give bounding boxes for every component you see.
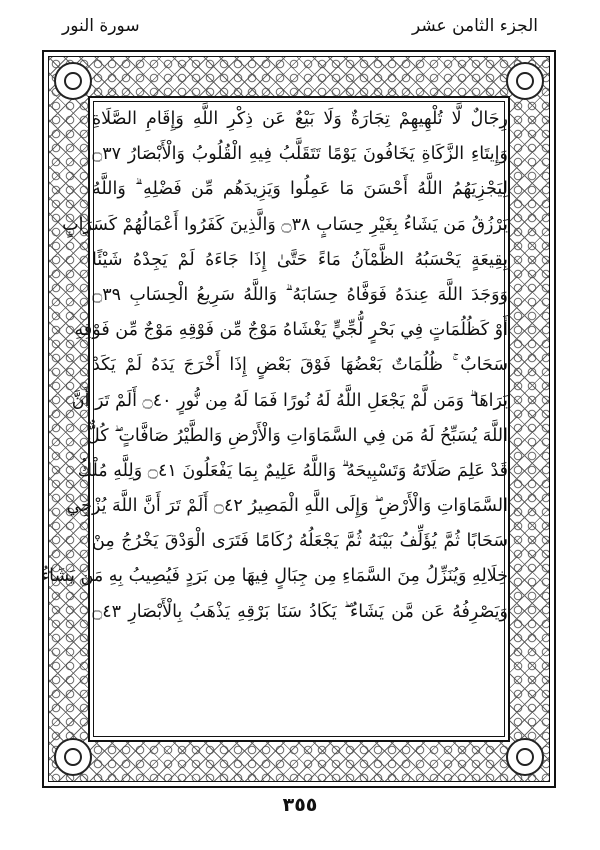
page-number: ٣٥٥ — [282, 794, 318, 816]
text-line: بِقِيعَةٍ يَحْسَبُهُ الظَّمْآنُ مَاءً حَتَّىٰ إِذَا جَاءَهُ لَمْ يَجِدْهُ شَيْئًا — [92, 249, 508, 270]
corner-ornament-icon — [54, 62, 92, 100]
juz-title: الجزء الثامن عشر — [411, 16, 538, 36]
corner-ornament-icon — [506, 62, 544, 100]
corner-ornament-icon — [506, 738, 544, 776]
text-line: اللَّهَ يُسَبِّحُ لَهُ مَن فِي السَّمَاوَاتِ وَالْأَرْضِ وَالطَّيْرُ صَافَّاتٍ ۖ كُلٌّ — [86, 425, 508, 446]
corner-ornament-icon — [54, 738, 92, 776]
text-line: سَحَابٌ ۚ ظُلُمَاتٌ بَعْضُهَا فَوْقَ بَعْضٍ إِذَا أَخْرَجَ يَدَهُ لَمْ يَكَدْ — [92, 355, 508, 376]
text-line: يَرْزُقُ مَن يَشَاءُ بِغَيْرِ حِسَابٍ ۝٣٨ وَالَّذِينَ كَفَرُوا أَعْمَالُهُمْ كَسَرَابٍ — [62, 214, 508, 235]
text-line: قَدْ عَلِمَ صَلَاتَهُ وَتَسْبِيحَهُ ۗ وَاللَّهُ عَلِيمٌ بِمَا يَفْعَلُونَ ۝٤١ وَلِلَّهِ مُلْكُ — [77, 460, 508, 481]
text-line: رِجَالٌ لَّا تُلْهِيهِمْ تِجَارَةٌ وَلَا بَيْعٌ عَن ذِكْرِ اللَّهِ وَإِقَامِ الصَّلَاةِ — [92, 109, 508, 129]
text-line: السَّمَاوَاتِ وَالْأَرْضِ ۖ وَإِلَى اللَّهِ الْمَصِيرُ ۝٤٢ أَلَمْ تَرَ أَنَّ اللَّهَ يُزْجِي — [66, 496, 508, 517]
text-line: سَحَابًا ثُمَّ يُؤَلِّفُ بَيْنَهُ ثُمَّ يَجْعَلُهُ رُكَامًا فَتَرَى الْوَدْقَ يَخْرُجُ مِنْ — [92, 531, 508, 552]
text-line: يَرَاهَا ۗ وَمَن لَّمْ يَجْعَلِ اللَّهُ لَهُ نُورًا فَمَا لَهُ مِن نُّورٍ ۝٤٠ أَلَمْ تَرَ أَنَّ — [71, 390, 508, 411]
text-line: وَإِيتَاءِ الزَّكَاةِ يَخَافُونَ يَوْمًا تَتَقَلَّبُ فِيهِ الْقُلُوبُ وَالْأَبْصَارُ ۝٣٧ — [92, 144, 508, 165]
verse-text-block — [40, 102, 508, 736]
text-line: أَوْ كَظُلُمَاتٍ فِي بَحْرٍ لُّجِّيٍّ يَغْشَاهُ مَوْجٌ مِّن فَوْقِهِ مَوْجٌ مِّن فَوْقِهِ — [74, 320, 508, 341]
text-line: وَوَجَدَ اللَّهَ عِندَهُ فَوَفَّاهُ حِسَابَهُ ۗ وَاللَّهُ سَرِيعُ الْحِسَابِ ۝٣٩ — [92, 284, 508, 305]
surah-title: سورة النور — [62, 16, 140, 36]
text-line: وَيَصْرِفُهُ عَن مَّن يَشَاءُ ۖ يَكَادُ سَنَا بَرْقِهِ يَذْهَبُ بِالْأَبْصَارِ ۝٤٣ — [92, 601, 508, 622]
text-line: خِلَالِهِ وَيُنَزِّلُ مِنَ السَّمَاءِ مِن جِبَالٍ فِيهَا مِن بَرَدٍ فَيُصِيبُ بِهِ مَن يَشَاءُ — [40, 566, 508, 587]
text-line: لِيَجْزِيَهُمُ اللَّهُ أَحْسَنَ مَا عَمِلُوا وَيَزِيدَهُم مِّن فَضْلِهِ ۗ وَاللَّهُ — [92, 179, 508, 200]
